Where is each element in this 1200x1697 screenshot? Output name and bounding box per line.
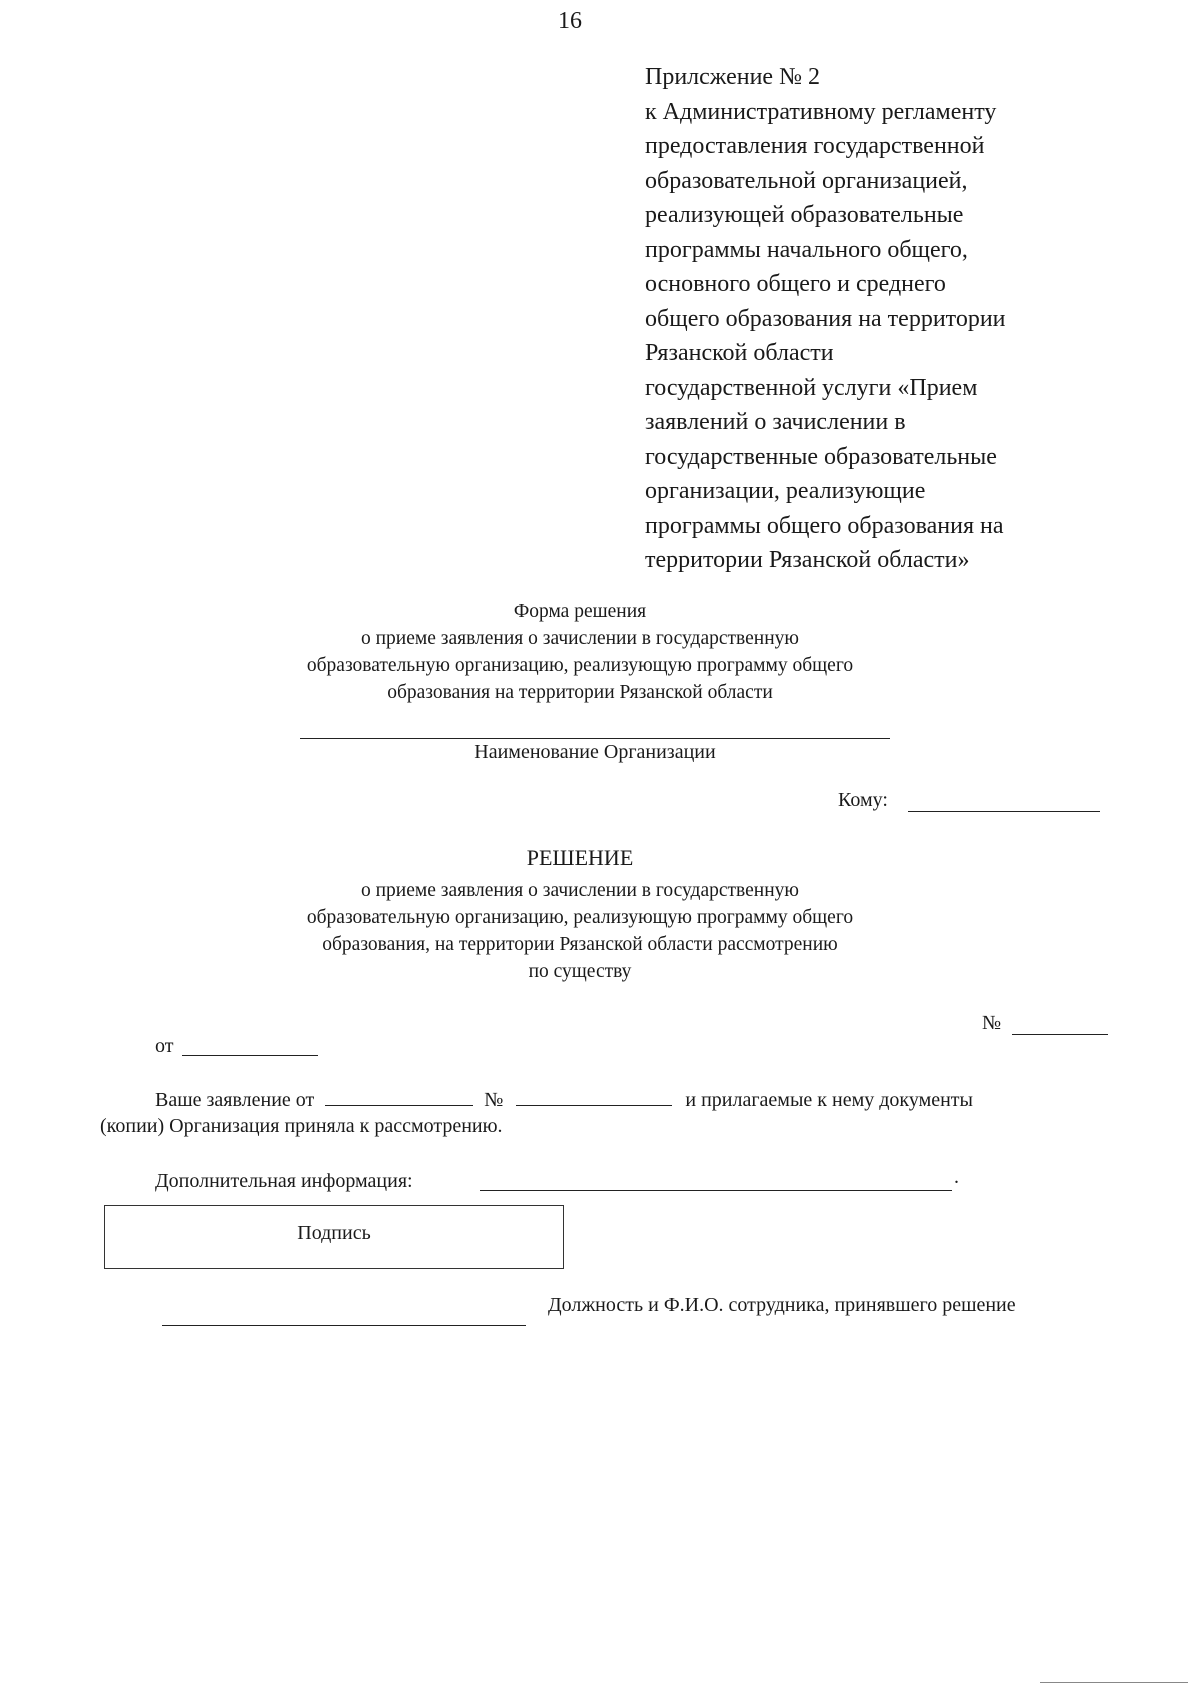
body-line-1 — [155, 1085, 1105, 1112]
decision-subtitle — [230, 877, 930, 985]
page-number: 16 — [558, 8, 582, 34]
organization-name-line[interactable] — [300, 738, 890, 739]
additional-info-end: . — [954, 1166, 959, 1188]
to-label: Кому: — [838, 789, 888, 811]
form-title-line: Форма решения — [513, 601, 647, 622]
signature-box[interactable] — [104, 1205, 564, 1269]
decision-line: о приеме заявления о зачислении в государственную — [360, 880, 799, 901]
signature-label: Подпись — [297, 1222, 371, 1244]
appendix-header — [645, 60, 1006, 578]
form-title-line: образовательную организацию, реализующую программу общего — [306, 655, 854, 676]
body-text: и прилагаемые к нему документы — [685, 1089, 973, 1111]
application-number-field[interactable] — [516, 1085, 672, 1106]
body-line-2: (копии) Организация приняла к рассмотрению. — [100, 1115, 503, 1137]
form-title-line: образования на территории Рязанской области — [387, 682, 773, 703]
appendix-line: Прилсжение № 2 — [645, 64, 820, 90]
appendix-line: организации, реализующие — [645, 478, 926, 504]
recipient-line[interactable] — [908, 811, 1100, 812]
additional-info-line[interactable] — [480, 1190, 952, 1191]
appendix-line: реализующей образовательные — [645, 202, 964, 228]
decision-line: образования, на территории Рязанской области рассмотрению — [322, 934, 838, 955]
appendix-line: территории Рязанской области» — [645, 547, 970, 573]
employee-signature-line[interactable] — [162, 1325, 526, 1326]
decision-number-label: № — [982, 1012, 1002, 1034]
number-sign: № — [484, 1089, 504, 1111]
body-text: Ваше заявление от — [155, 1089, 315, 1111]
decision-line: по существу — [528, 961, 632, 982]
appendix-line: государственной услуги «Прием — [645, 374, 978, 401]
decision-date-label: от — [155, 1035, 174, 1057]
appendix-line: программы начального общего, — [645, 236, 968, 263]
decision-line: образовательную организацию, реализующую программу общего — [306, 907, 854, 928]
footer-rule — [1040, 1682, 1188, 1683]
application-date-field[interactable] — [325, 1085, 473, 1106]
appendix-line: заявлений о зачислении в — [645, 409, 906, 435]
appendix-line: образовательной организацией, — [645, 167, 968, 194]
appendix-line: программы общего образования на — [645, 512, 1004, 539]
position-caption: Должность и Ф.И.О. сотрудника, принявшего решение — [548, 1294, 1016, 1316]
appendix-line: Рязанской области — [645, 340, 834, 366]
appendix-line: к Административному регламенту — [645, 98, 997, 125]
decision-title: РЕШЕНИЕ — [526, 845, 634, 870]
form-title — [230, 598, 930, 706]
appendix-line: общего образования на территории — [645, 305, 1006, 332]
appendix-line: государственные образовательные — [645, 443, 997, 470]
decision-number-line[interactable] — [1012, 1034, 1108, 1035]
organization-caption: Наименование Организации — [474, 741, 716, 763]
appendix-line: предоставления государственной — [645, 133, 985, 159]
decision-date-line[interactable] — [182, 1055, 318, 1056]
additional-info-label: Дополнительная информация: — [155, 1170, 413, 1192]
form-title-line: о приеме заявления о зачислении в государственную — [360, 628, 799, 649]
appendix-line: основного общего и среднего — [645, 271, 946, 297]
